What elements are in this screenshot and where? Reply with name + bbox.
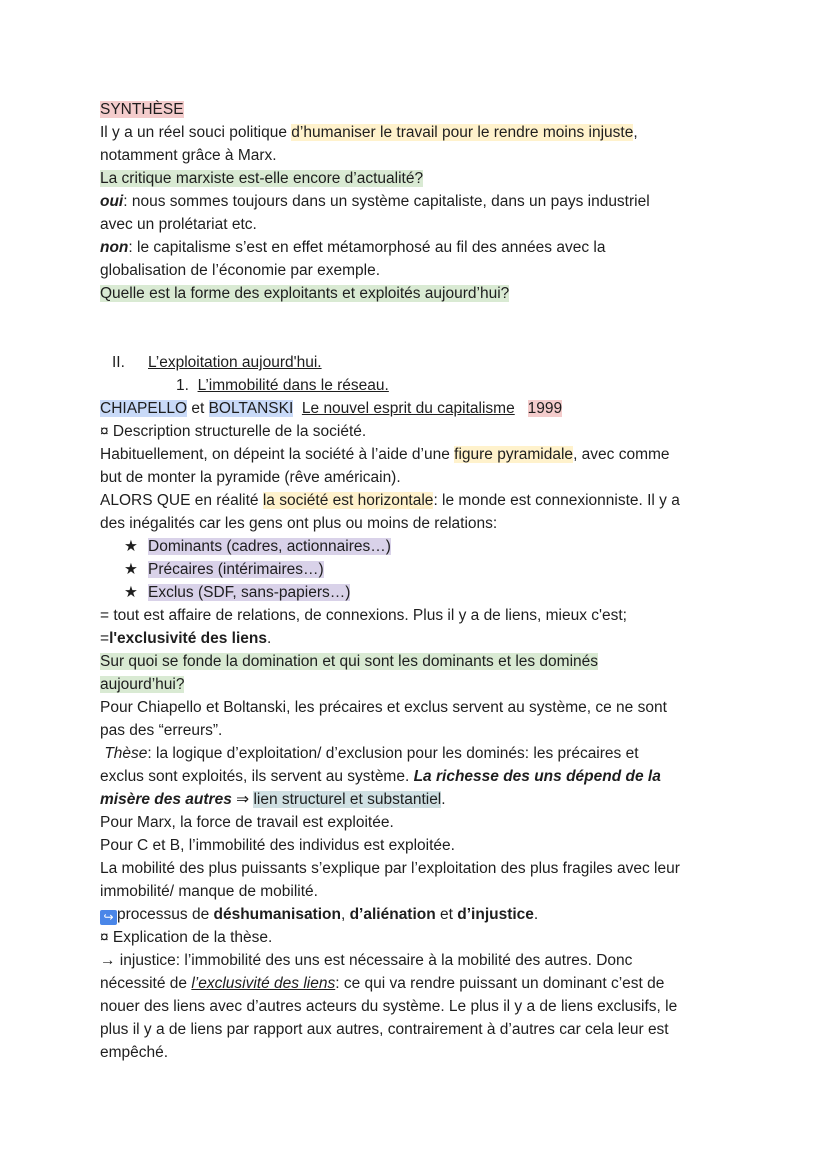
paragraph-line: Pour Marx, la force de travail est exploitée. bbox=[100, 814, 394, 831]
paragraph-line: nécessité de l’exclusivité des liens: ce qui va rendre puissant un dominant c’est de bbox=[100, 975, 665, 992]
these-label: Thèse bbox=[104, 745, 148, 762]
list-item: ★ Précaires (intérimaires…) bbox=[100, 558, 740, 581]
paragraph-line: ¤ Explication de la thèse. bbox=[100, 929, 273, 946]
paragraph-line: ↪ processus de déshumanisation, d’aliénation et d’injustice. bbox=[100, 903, 740, 926]
list-item: ★ Exclus (SDF, sans-papiers…) bbox=[100, 581, 740, 604]
section-numeral: II. bbox=[112, 354, 125, 371]
oui-line: oui: nous sommes toujours dans un système capitaliste, dans un pays industriel bbox=[100, 193, 650, 210]
paragraph-line: but de monter la pyramide (rêve américain). bbox=[100, 469, 401, 486]
paragraph-line: globalisation de l’économie par exemple. bbox=[100, 262, 381, 279]
star-icon: ★ bbox=[124, 561, 138, 578]
paragraph-line: Habituellement, on dépeint la société à l’aide d’une figure pyramidale, avec comme bbox=[100, 446, 670, 463]
paragraph-line: = tout est affaire de relations, de connexions. Plus il y a de liens, mieux c'est; bbox=[100, 607, 627, 624]
paragraph-line: misère des autres ⇒ lien structurel et substantiel. bbox=[100, 791, 446, 808]
paragraph-line: avec un prolétariat etc. bbox=[100, 216, 257, 233]
subsection-number: 1. bbox=[176, 377, 189, 394]
section-heading-ii bbox=[100, 351, 740, 374]
section-spacer bbox=[100, 305, 740, 351]
implies-arrow: ⇒ bbox=[231, 791, 254, 808]
author-chiapello: CHIAPELLO bbox=[100, 400, 188, 417]
return-arrow-icon: ↪ bbox=[100, 910, 117, 925]
paragraph-line: → injustice: l’immobilité des uns est nécessaire à la mobilité des autres. Donc bbox=[100, 952, 633, 969]
subsection-title: L’immobilité dans le réseau. bbox=[197, 377, 389, 394]
paragraph-line: ¤ Description structurelle de la société. bbox=[100, 423, 367, 440]
non-label: non bbox=[100, 239, 129, 256]
paragraph-line: Il y a un réel souci politique d’humaniser le travail pour le rendre moins injuste, bbox=[100, 124, 638, 141]
question-domination-cont: aujourd’hui? bbox=[100, 676, 185, 693]
oui-label: oui bbox=[100, 193, 124, 210]
paragraph-line: plus il y a de liens par rapport aux autres, contrairement à d’autres car cela leur est bbox=[100, 1021, 669, 1038]
synthese-heading: SYNTHÈSE bbox=[100, 101, 184, 118]
subsection-heading bbox=[100, 374, 740, 397]
paragraph-line: notamment grâce à Marx. bbox=[100, 147, 277, 164]
paragraph-line: immobilité/ manque de mobilité. bbox=[100, 883, 318, 900]
question-marxist: La critique marxiste est-elle encore d’actualité? bbox=[100, 170, 424, 187]
question-domination: Sur quoi se fonde la domination et qui sont les dominants et les dominés bbox=[100, 653, 599, 670]
book-year: 1999 bbox=[527, 400, 563, 417]
star-icon: ★ bbox=[124, 584, 138, 601]
paragraph-line: exclus sont exploités, ils servent au système. La richesse des uns dépend de la bbox=[100, 768, 661, 785]
highlight-pyramidale: figure pyramidale bbox=[454, 446, 574, 463]
paragraph-line: =l'exclusivité des liens. bbox=[100, 630, 272, 647]
paragraph-line: pas des “erreurs”. bbox=[100, 722, 223, 739]
highlight-horizontale: la société est horizontale bbox=[262, 492, 434, 509]
paragraph-line: La mobilité des plus puissants s’explique par l’exploitation des plus fragiles avec leur bbox=[100, 860, 680, 877]
star-icon: ★ bbox=[124, 538, 138, 555]
paragraph-line: des inégalités car les gens ont plus ou moins de relations: bbox=[100, 515, 498, 532]
authors-line: CHIAPELLO et BOLTANSKI Le nouvel esprit du capitalisme 1999 bbox=[100, 400, 563, 417]
author-boltanski: BOLTANSKI bbox=[208, 400, 294, 417]
paragraph-line: empêché. bbox=[100, 1044, 169, 1061]
section-title: L’exploitation aujourd'hui. bbox=[148, 354, 322, 371]
paragraph-line: ALORS QUE en réalité la société est horizontale: le monde est connexionniste. Il y a bbox=[100, 492, 680, 509]
book-title: Le nouvel esprit du capitalisme bbox=[301, 400, 515, 417]
non-line: non: le capitalisme s’est en effet métamorphosé au fil des années avec la bbox=[100, 239, 606, 256]
highlight-humaniser: d’humaniser le travail pour le rendre moins injuste bbox=[291, 124, 634, 141]
highlight-lien: lien structurel et substantiel bbox=[253, 791, 442, 808]
question-exploitants: Quelle est la forme des exploitants et exploités aujourd’hui? bbox=[100, 285, 510, 302]
document-body bbox=[100, 98, 740, 1064]
paragraph-line: nouer des liens avec d’autres acteurs du système. Le plus il y a de liens exclusifs, le bbox=[100, 998, 678, 1015]
list-item: ★ Dominants (cadres, actionnaires…) bbox=[100, 535, 740, 558]
paragraph-line: Pour C et B, l’immobilité des individus est exploitée. bbox=[100, 837, 455, 854]
these-line: Thèse: la logique d’exploitation/ d’exclusion pour les dominés: les précaires et bbox=[104, 745, 639, 762]
paragraph-line: Pour Chiapello et Boltanski, les précaires et exclus servent au système, ce ne sont bbox=[100, 699, 667, 716]
